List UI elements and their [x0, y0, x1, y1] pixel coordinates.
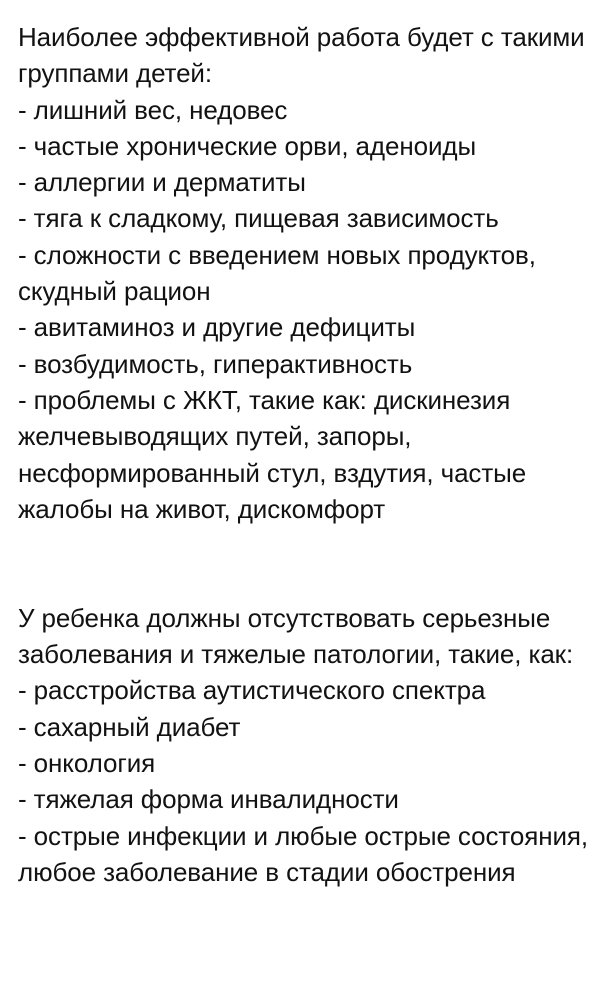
contraindications-section — [18, 600, 590, 890]
list-item: - онкология — [18, 747, 156, 778]
note-text — [18, 19, 590, 890]
list-item: - расстройства аутистического спектра — [18, 675, 486, 706]
list-item: - сахарный диабет — [18, 711, 241, 742]
list-item: - проблемы с ЖКТ, такие как: дискинезия желчевыводящих путей, запоры, несформированный стул, вздутия, частые жалобы на живот, дискомфорт — [18, 384, 527, 524]
list-item: - тяга к сладкому, пищевая зависимость — [18, 203, 499, 234]
list-item: - тяжелая форма инвалидности — [18, 784, 399, 815]
list-item: - острые инфекции и любые острые состояния, любое заболевание в стадии обострения — [18, 820, 589, 887]
list-item: - частые хронические орви, аденоиды — [18, 130, 477, 161]
list-item: - аллергии и дерматиты — [18, 167, 306, 198]
list-item: - возбудимость, гиперактивность — [18, 348, 413, 379]
suitable-groups-section — [18, 19, 590, 527]
list-item: - лишний вес, недовес — [18, 94, 288, 125]
list-item: - авитаминоз и другие дефициты — [18, 312, 416, 343]
contraindications-intro: У ребенка должны отсутствовать серьезные заболевания и тяжелые патологии, такие, как: — [18, 602, 574, 670]
list-item: - сложности с введением новых продуктов, скудный рацион — [18, 239, 536, 307]
suitable-groups-intro: Наиболее эффективной работа будет с такими группами детей: — [18, 22, 585, 89]
